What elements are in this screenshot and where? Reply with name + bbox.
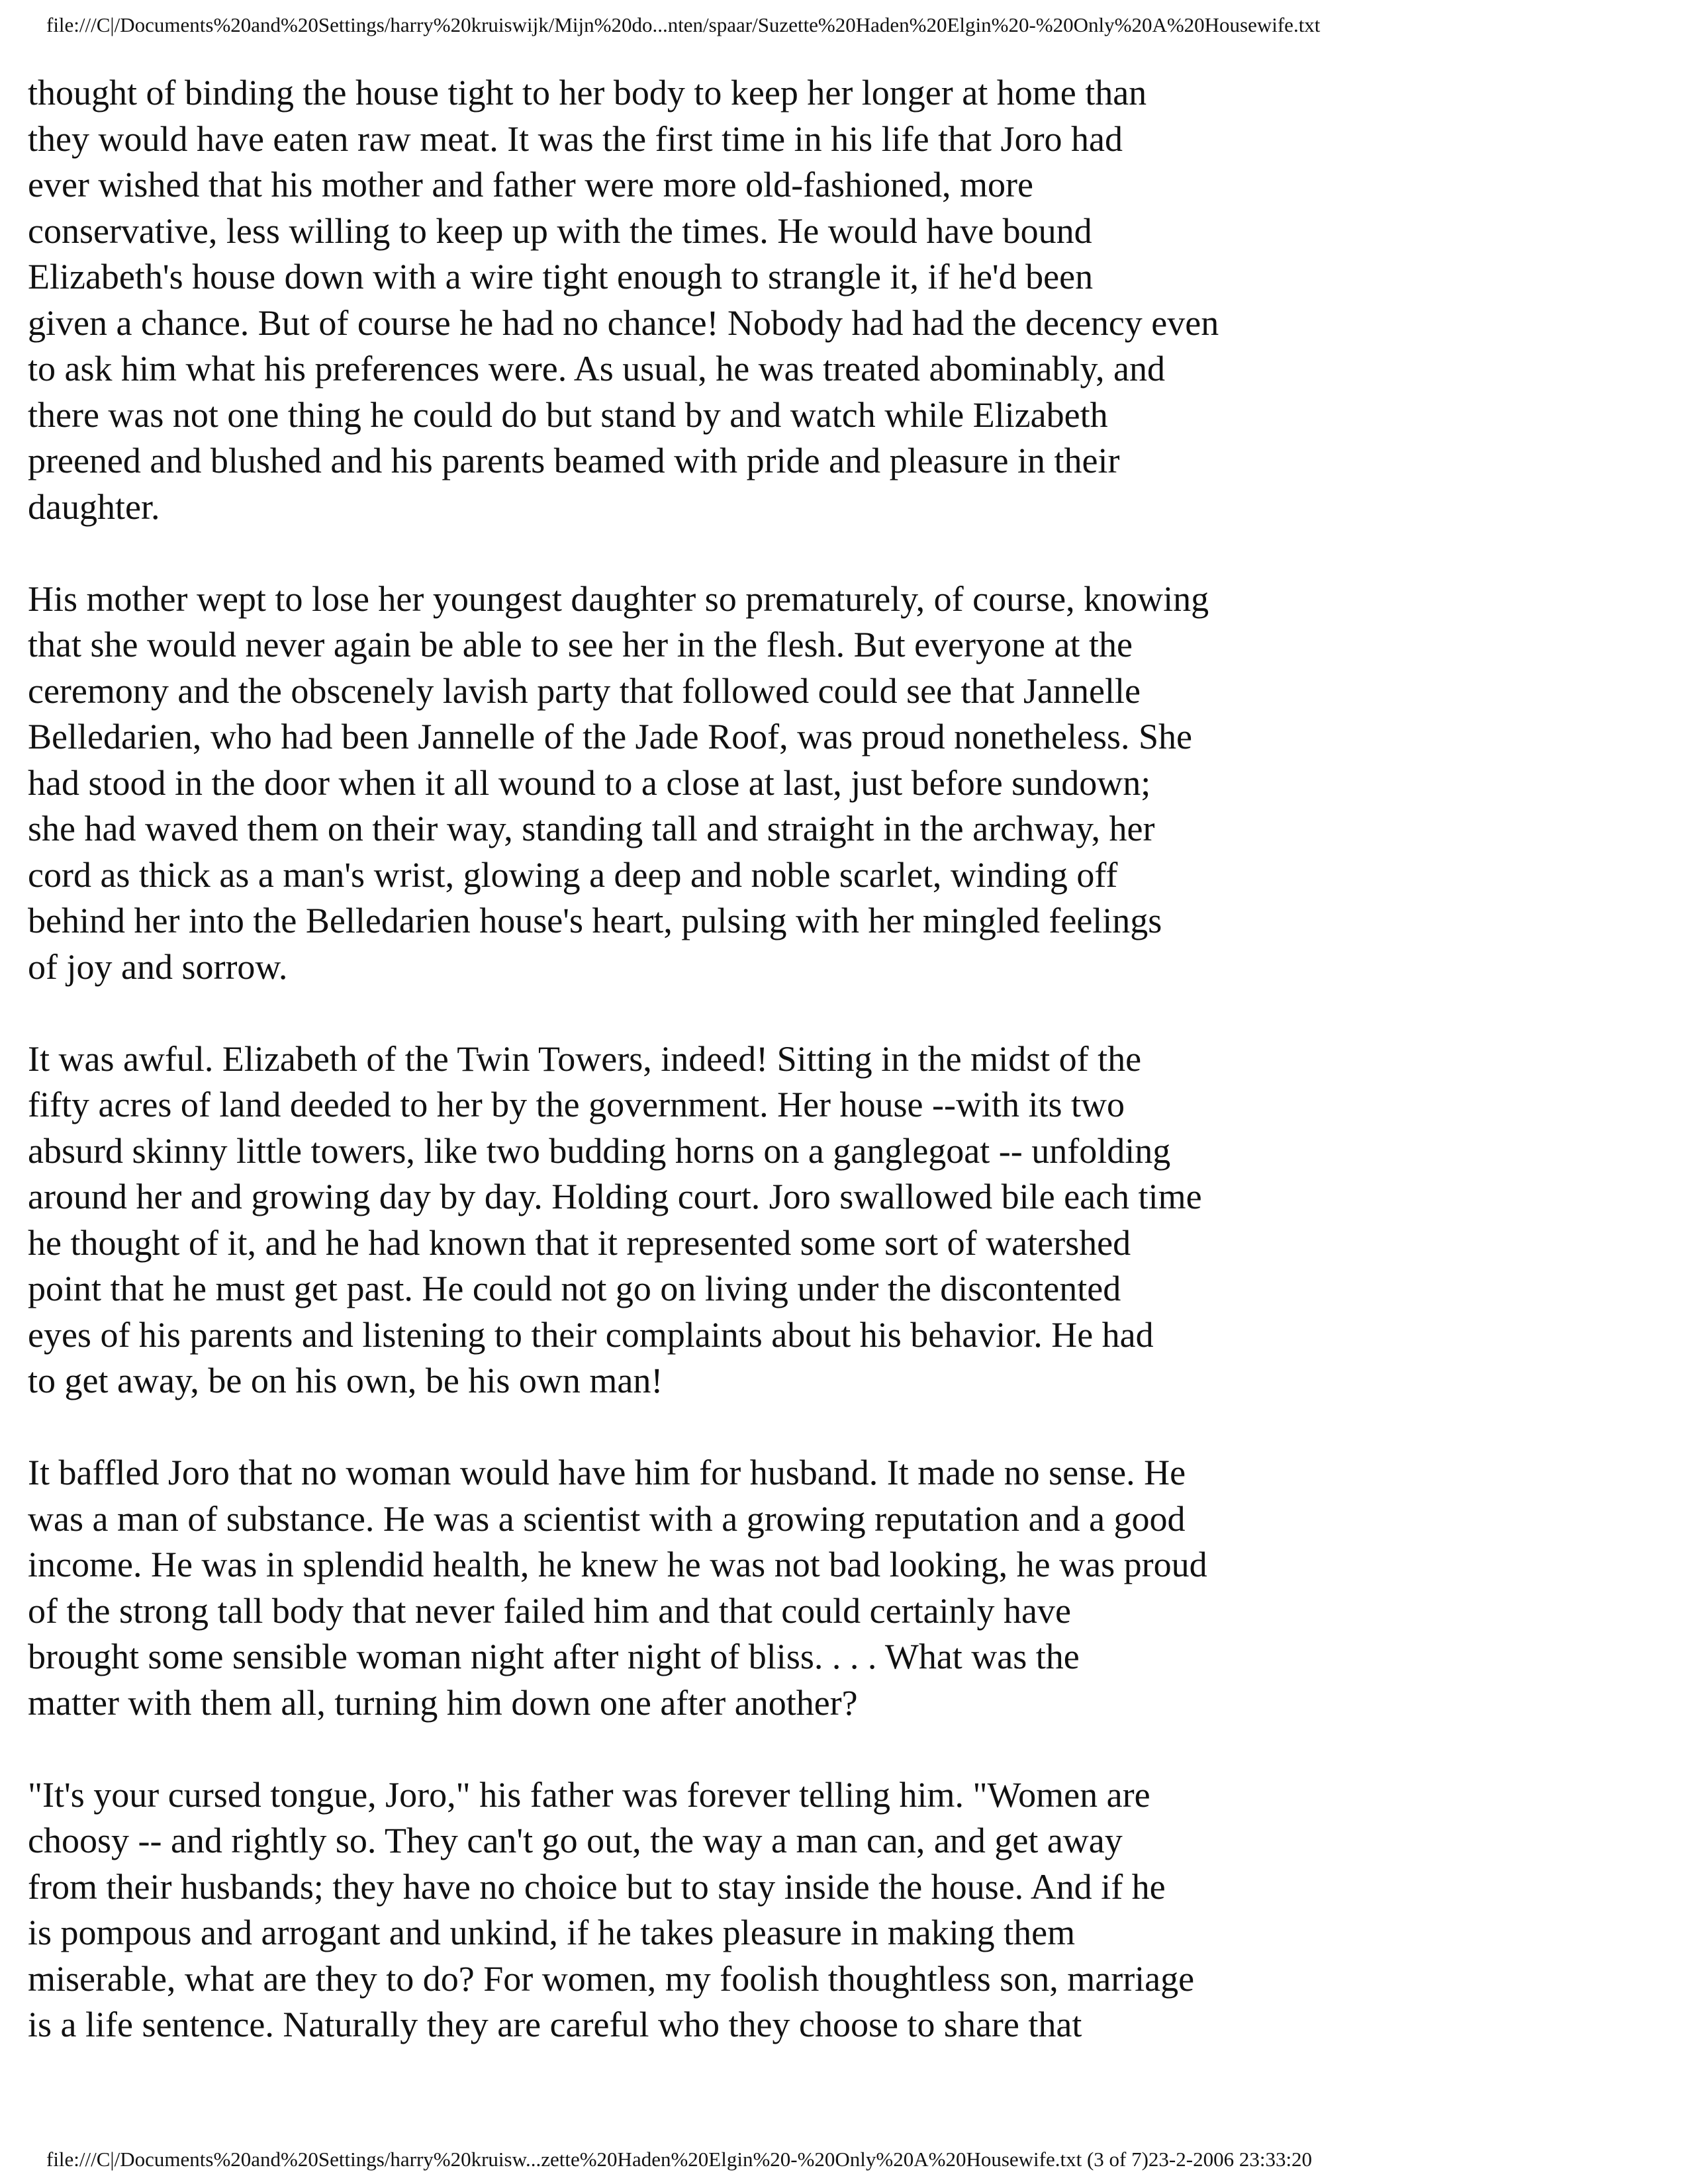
text-line: ever wished that his mother and father were more old-fashioned, more [28,165,1033,205]
text-line: daughter. [28,486,160,527]
text-line: around her and growing day by day. Holding court. Joro swallowed bile each time [28,1177,1202,1216]
text-line: It was awful. Elizabeth of the Twin Towers, indeed! Sitting in the midst of the [28,1038,1142,1079]
text-line: absurd skinny little towers, like two budding horns on a ganglegoat -- unfolding [28,1130,1171,1171]
document-body [28,70,1352,2094]
text-line: behind her into the Belledarien house's heart, pulsing with her mingled feelings [28,901,1162,940]
file-path-footer: file:///C|/Documents%20and%20Settings/harry%20kruisw...zette%20Haden%20Elgin%20-%20Only%20A%20Housewife.txt (3 of 7)23-2-2006 23:33:20 [46,2148,1313,2171]
text-line: she had waved them on their way, standing tall and straight in the archway, her [28,809,1155,848]
text-line: of the strong tall body that never failed him and that could certainly have [28,1590,1071,1631]
text-line: is pompous and arrogant and unkind, if he takes pleasure in making them [28,1913,1076,1952]
paragraph [28,1772,1352,2048]
text-line: ceremony and the obscenely lavish party that followed could see that Jannelle [28,670,1141,711]
file-path-header: file:///C|/Documents%20and%20Settings/harry%20kruiswijk/Mijn%20do...nten/spaar/Suzette%20Haden%20Elgin%20-%20Only%20A%20Housewife.txt [46,13,1321,36]
text-line: eyes of his parents and listening to their complaints about his behavior. He had [28,1314,1154,1355]
text-line: choosy -- and rightly so. They can't go out, the way a man can, and get away [28,1821,1123,1860]
text-line: "It's your cursed tongue, Joro," his father was forever telling him. "Women are [28,1774,1150,1815]
text-line: matter with them all, turning him down one after another? [28,1682,858,1723]
text-line: conservative, less willing to keep up with the times. He would have bound [28,210,1092,251]
text-line: to get away, be on his own, be his own man! [28,1361,663,1400]
text-line: is a life sentence. Naturally they are careful who they choose to share that [28,2005,1082,2044]
text-line: was a man of substance. He was a scientist with a growing reputation and a good [28,1498,1186,1539]
text-line: Elizabeth's house down with a wire tight enough to strangle it, if he'd been [28,257,1094,296]
text-line: had stood in the door when it all wound to a close at last, just before sundown; [28,762,1151,803]
text-line: preened and blushed and his parents beamed with pride and pleasure in their [28,441,1120,480]
text-line: His mother wept to lose her youngest daughter so prematurely, of course, knowing [28,578,1209,619]
paragraph [28,1036,1352,1404]
text-line: brought some sensible woman night after night of bliss. . . . What was the [28,1637,1080,1676]
paragraph [28,576,1352,991]
text-line: miserable, what are they to do? For women, my foolish thoughtless son, marriage [28,1958,1195,1999]
text-line: of joy and sorrow. [28,946,288,987]
text-line: given a chance. But of course he had no chance! Nobody had had the decency even [28,302,1219,343]
paragraph [28,70,1352,530]
text-line: cord as thick as a man's wrist, glowing a deep and noble scarlet, winding off [28,854,1118,895]
text-line: from their husbands; they have no choice but to stay inside the house. And if he [28,1866,1166,1907]
text-line: they would have eaten raw meat. It was the first time in his life that Joro had [28,118,1123,159]
text-line: there was not one thing he could do but stand by and watch while Elizabeth [28,394,1108,435]
text-line: point that he must get past. He could not go on living under the discontented [28,1269,1121,1308]
text-line: income. He was in splendid health, he knew he was not bad looking, he was proud [28,1545,1207,1584]
text-line: to ask him what his preferences were. As usual, he was treated abominably, and [28,349,1165,388]
text-line: that she would never again be able to see her in the flesh. But everyone at the [28,625,1133,664]
text-line: Belledarien, who had been Jannelle of the Jade Roof, was proud nonetheless. She [28,717,1193,756]
text-line: thought of binding the house tight to her body to keep her longer at home than [28,73,1147,113]
text-line: he thought of it, and he had known that it represented some sort of watershed [28,1222,1131,1263]
text-line: fifty acres of land deeded to her by the government. Her house --with its two [28,1085,1125,1124]
paragraph [28,1450,1352,1726]
text-line: It baffled Joro that no woman would have him for husband. It made no sense. He [28,1453,1186,1492]
